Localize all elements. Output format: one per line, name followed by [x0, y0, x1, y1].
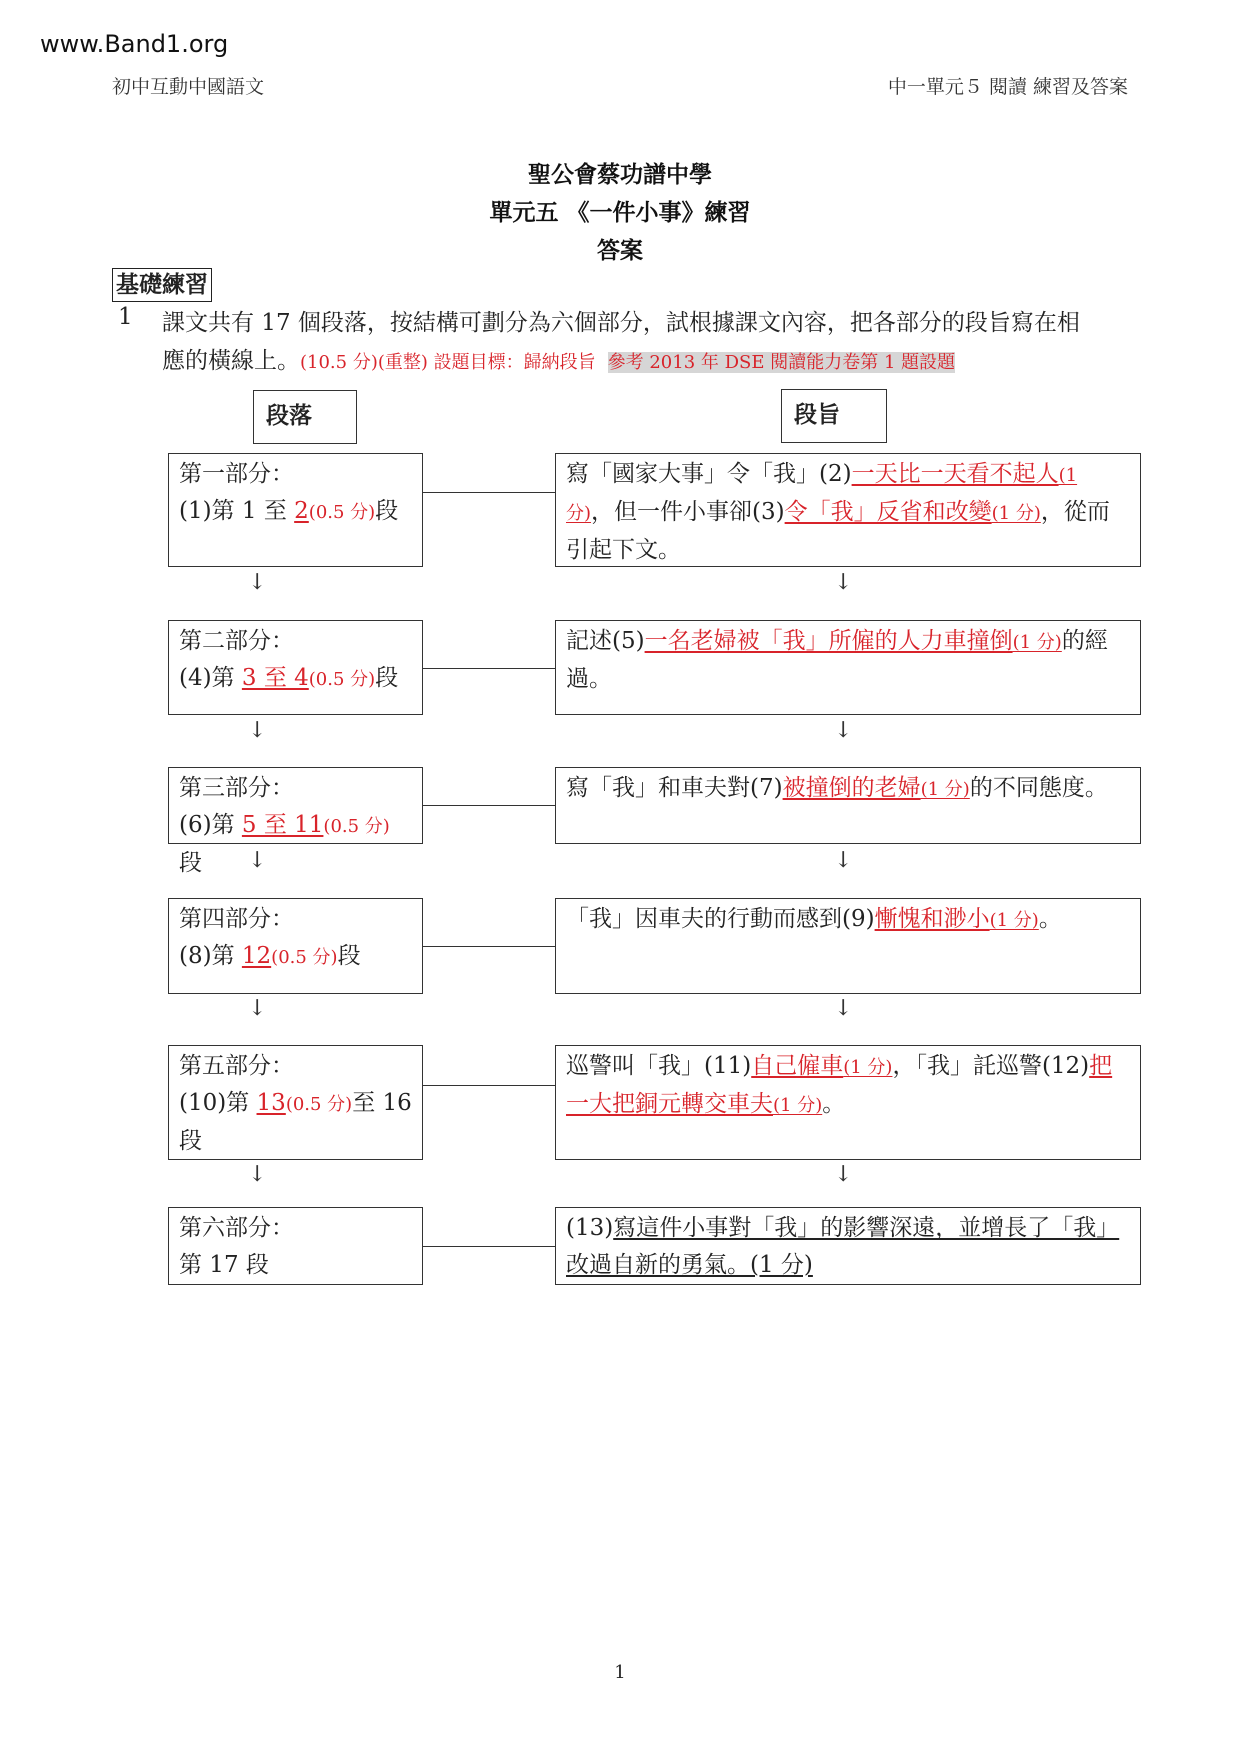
part2-blank5: 一名老婦被「我」所僱的人力車撞倒 [644, 628, 1013, 654]
connector-line [423, 668, 555, 669]
connector-line [423, 492, 555, 493]
down-arrow-icon: ↓ [248, 718, 267, 743]
part4-paragraphs: (8)第 12(0.5 分)段 [179, 943, 361, 969]
part6-main-idea-box: (13)寫這件小事對「我」的影響深遠，並增長了「我」改過自新的勇氣。(1 分) [555, 1207, 1141, 1285]
header-unit-title: 中一單元５ 閱讀 練習及答案 [887, 76, 1128, 98]
part1-blank2: 一天比一天看不起人 [851, 461, 1059, 487]
reference-note: 參考 2013 年 DSE 閱讀能力卷第 1 題設題 [607, 352, 956, 373]
down-arrow-icon: ↓ [834, 718, 853, 743]
unit-title: 單元五 《一件小事》練習 [489, 199, 751, 226]
header-course-title: 初中互動中國語文 [112, 76, 265, 98]
question-number: 1 [118, 304, 133, 330]
column-header-main-idea: 段旨 [781, 389, 887, 443]
question-text-end: 應的橫線上。 [162, 348, 300, 374]
down-arrow-icon: ↓ [834, 570, 853, 595]
down-arrow-icon: ↓ [834, 848, 853, 873]
connector-line [423, 805, 555, 806]
question-text-line1: 課文共有 17 個段落，按結構可劃分為六個部分，試根據課文內容，把各部分的段旨寫在相 [162, 310, 1080, 336]
part5-main-idea-box: 巡警叫「我」(11)自己僱車(1 分)，「我」託巡警(12)把一大把銅元轉交車夫(1 分)。 [555, 1045, 1141, 1160]
site-watermark: www.Band1.org [40, 30, 229, 58]
part3-main-idea-box: 寫「我」和車夫對(7)被撞倒的老婦(1 分)的不同態度。 [555, 767, 1141, 844]
part1-label: 第一部分： [179, 461, 294, 487]
part3-label: 第三部分： [179, 775, 294, 801]
part3-blank7: 被撞倒的老婦 [782, 775, 921, 801]
part2-label: 第二部分： [179, 628, 294, 654]
down-arrow-icon: ↓ [248, 996, 267, 1021]
connector-line [423, 1246, 555, 1247]
marks-note: (10.5 分)(重整) 設題目標：歸納段旨 [300, 352, 596, 373]
down-arrow-icon: ↓ [248, 570, 267, 595]
part1-paragraphs: (1)第 1 至 2(0.5 分)段 [179, 498, 399, 524]
down-arrow-icon: ↓ [248, 848, 267, 873]
column-header-paragraph: 段落 [253, 390, 357, 444]
part5-blank12: 把一大把銅元轉交車夫 [566, 1053, 1113, 1117]
section-tag: 基礎練習 [112, 268, 212, 302]
part5-paragraph-box [168, 1045, 423, 1160]
part5-paragraphs: (10)第 13(0.5 分)至 16 段 [179, 1090, 412, 1154]
part3-answer: 5 至 11 [241, 812, 324, 838]
part1-main-idea-box: 寫「國家大事」令「我」(2)一天比一天看不起人(1 分)，但一件小事卻(3)令「我」反省和改變(1 分)，從而引起下文。 [555, 453, 1141, 567]
down-arrow-icon: ↓ [834, 996, 853, 1021]
part4-paragraph-box [168, 898, 423, 994]
part3-paragraphs: (6)第 5 至 11(0.5 分)段 [179, 812, 390, 876]
part2-answer: 3 至 4 [241, 665, 309, 691]
part5-label: 第五部分： [179, 1053, 294, 1079]
down-arrow-icon: ↓ [834, 1162, 853, 1187]
connector-line [423, 946, 555, 947]
part4-blank9: 慚愧和渺小 [874, 906, 990, 932]
part4-label: 第四部分： [179, 906, 294, 932]
part6-label: 第六部分： [179, 1215, 294, 1241]
part2-paragraph-box [168, 620, 423, 715]
part1-paragraph-box [168, 453, 423, 567]
part2-main-idea-box: 記述(5)一名老婦被「我」所僱的人力車撞倒(1 分)的經過。 [555, 620, 1141, 715]
part5-answer: 13 [256, 1090, 286, 1116]
part6-paragraph-box [168, 1207, 423, 1285]
part1-answer: 2 [294, 498, 309, 524]
part4-answer: 12 [241, 943, 272, 969]
question-text-line2 [162, 342, 955, 375]
page-number: 1 [614, 1662, 626, 1683]
down-arrow-icon: ↓ [248, 1162, 267, 1187]
part1-blank3: 令「我」反省和改變 [784, 499, 992, 525]
part6-blank13: 寫這件小事對「我」的影響深遠，並增長了「我」改過自新的勇氣。(1 分) [566, 1215, 1120, 1278]
part4-main-idea-box: 「我」因車夫的行動而感到(9)慚愧和渺小(1 分)。 [555, 898, 1141, 994]
answer-title: 答案 [597, 237, 643, 264]
part5-blank11: 自己僱車 [751, 1053, 844, 1079]
part2-paragraphs: (4)第 3 至 4(0.5 分)段 [179, 665, 399, 691]
part3-paragraph-box [168, 767, 423, 876]
school-title: 聖公會蔡功譜中學 [528, 161, 712, 188]
part6-paragraphs: 第 17 段 [179, 1252, 269, 1278]
connector-line [423, 1085, 555, 1086]
